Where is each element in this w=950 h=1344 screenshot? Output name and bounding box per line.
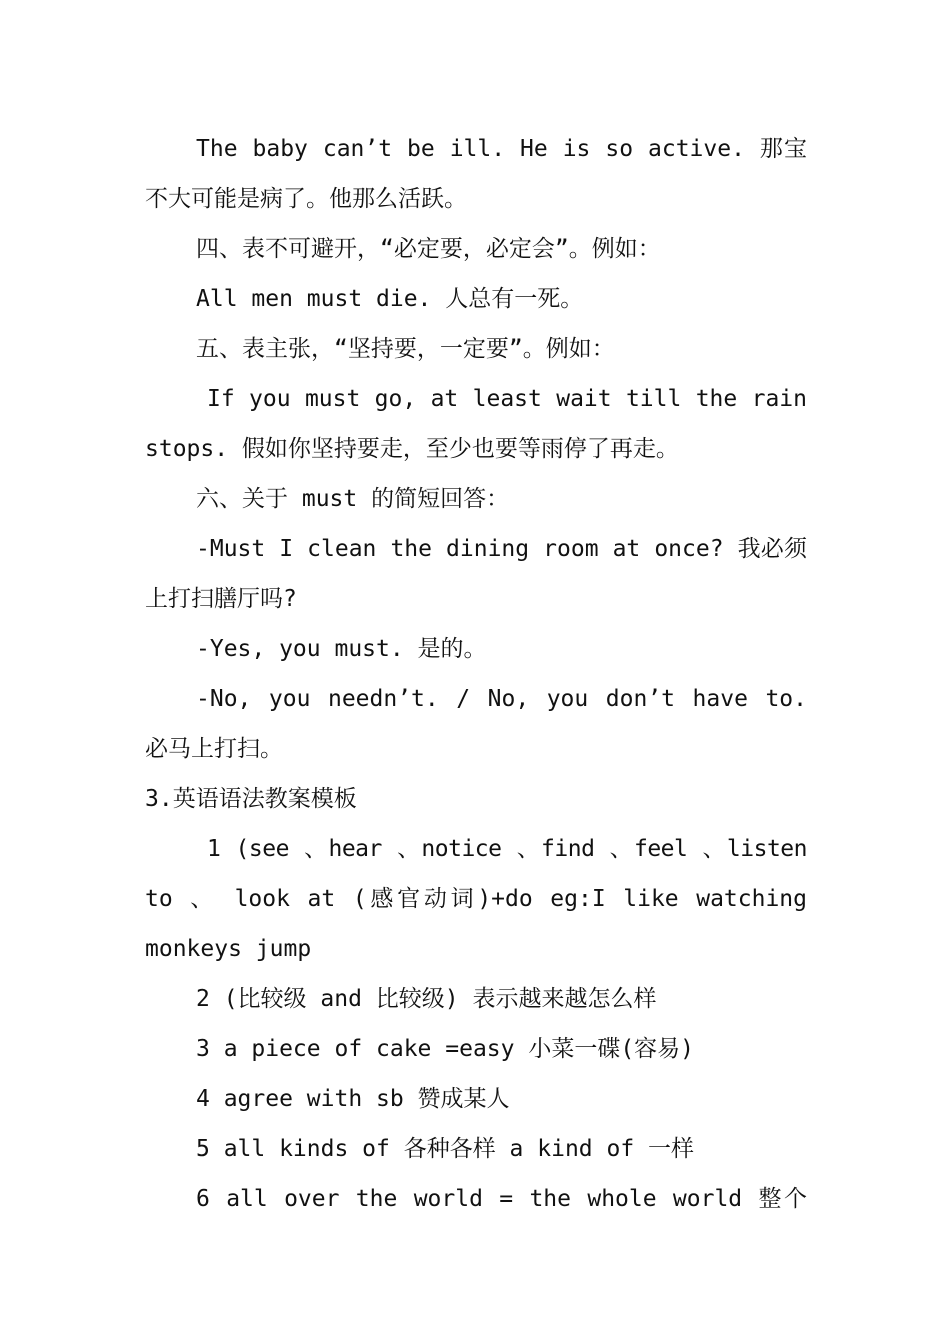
grammar-item-4: 4 agree with sb 赞成某人 (196, 1086, 510, 1112)
grammar-item-1-end: monkeys jump (145, 936, 312, 962)
section-3-heading: 3.英语语法教案模板 (145, 786, 357, 812)
example-translation-rain: stops. 假如你坚持要走，至少也要等雨停了再走。 (145, 436, 679, 462)
example-sentence-baby: The baby can’t be ill. He is so active. 那宝 (196, 136, 807, 162)
rule-4-heading: 四、表不可避开，“必定要，必定会”。例如： (196, 236, 661, 262)
example-sentence-men-must-die: All men must die. 人总有一死。 (196, 286, 584, 312)
grammar-item-1-continued: to 、 look at (感官动词)+do eg:I like watching (145, 886, 807, 912)
dialog-question: -Must I clean the dining room at once? 我必须 (196, 536, 807, 562)
dialog-question-translation: 上打扫膳厅吗? (145, 586, 297, 612)
document-page (145, 124, 807, 1224)
example-sentence-if-you-must-go: If you must go, at least wait till the rain (207, 386, 807, 412)
grammar-item-3: 3 a piece of cake =easy 小菜一碟(容易) (196, 1036, 695, 1062)
dialog-answer-no: -No, you needn’t. / No, you don’t have to. (196, 686, 807, 712)
grammar-item-6: 6 all over the world = the whole world 整个 (196, 1186, 807, 1212)
grammar-item-1: 1 (see 、hear 、notice 、find 、feel 、listen (207, 836, 807, 862)
grammar-item-5: 5 all kinds of 各种各样 a kind of 一样 (196, 1136, 695, 1162)
dialog-answer-no-translation: 必马上打扫。 (145, 736, 283, 762)
rule-6-heading: 六、关于 must 的简短回答： (196, 486, 510, 512)
rule-5-heading: 五、表主张，“坚持要，一定要”。例如： (196, 336, 615, 362)
grammar-item-2: 2 (比较级 and 比较级) 表示越来越怎么样 (196, 986, 657, 1012)
dialog-answer-yes: -Yes, you must. 是的。 (196, 636, 487, 662)
example-translation-baby: 不大可能是病了。他那么活跃。 (145, 186, 467, 212)
